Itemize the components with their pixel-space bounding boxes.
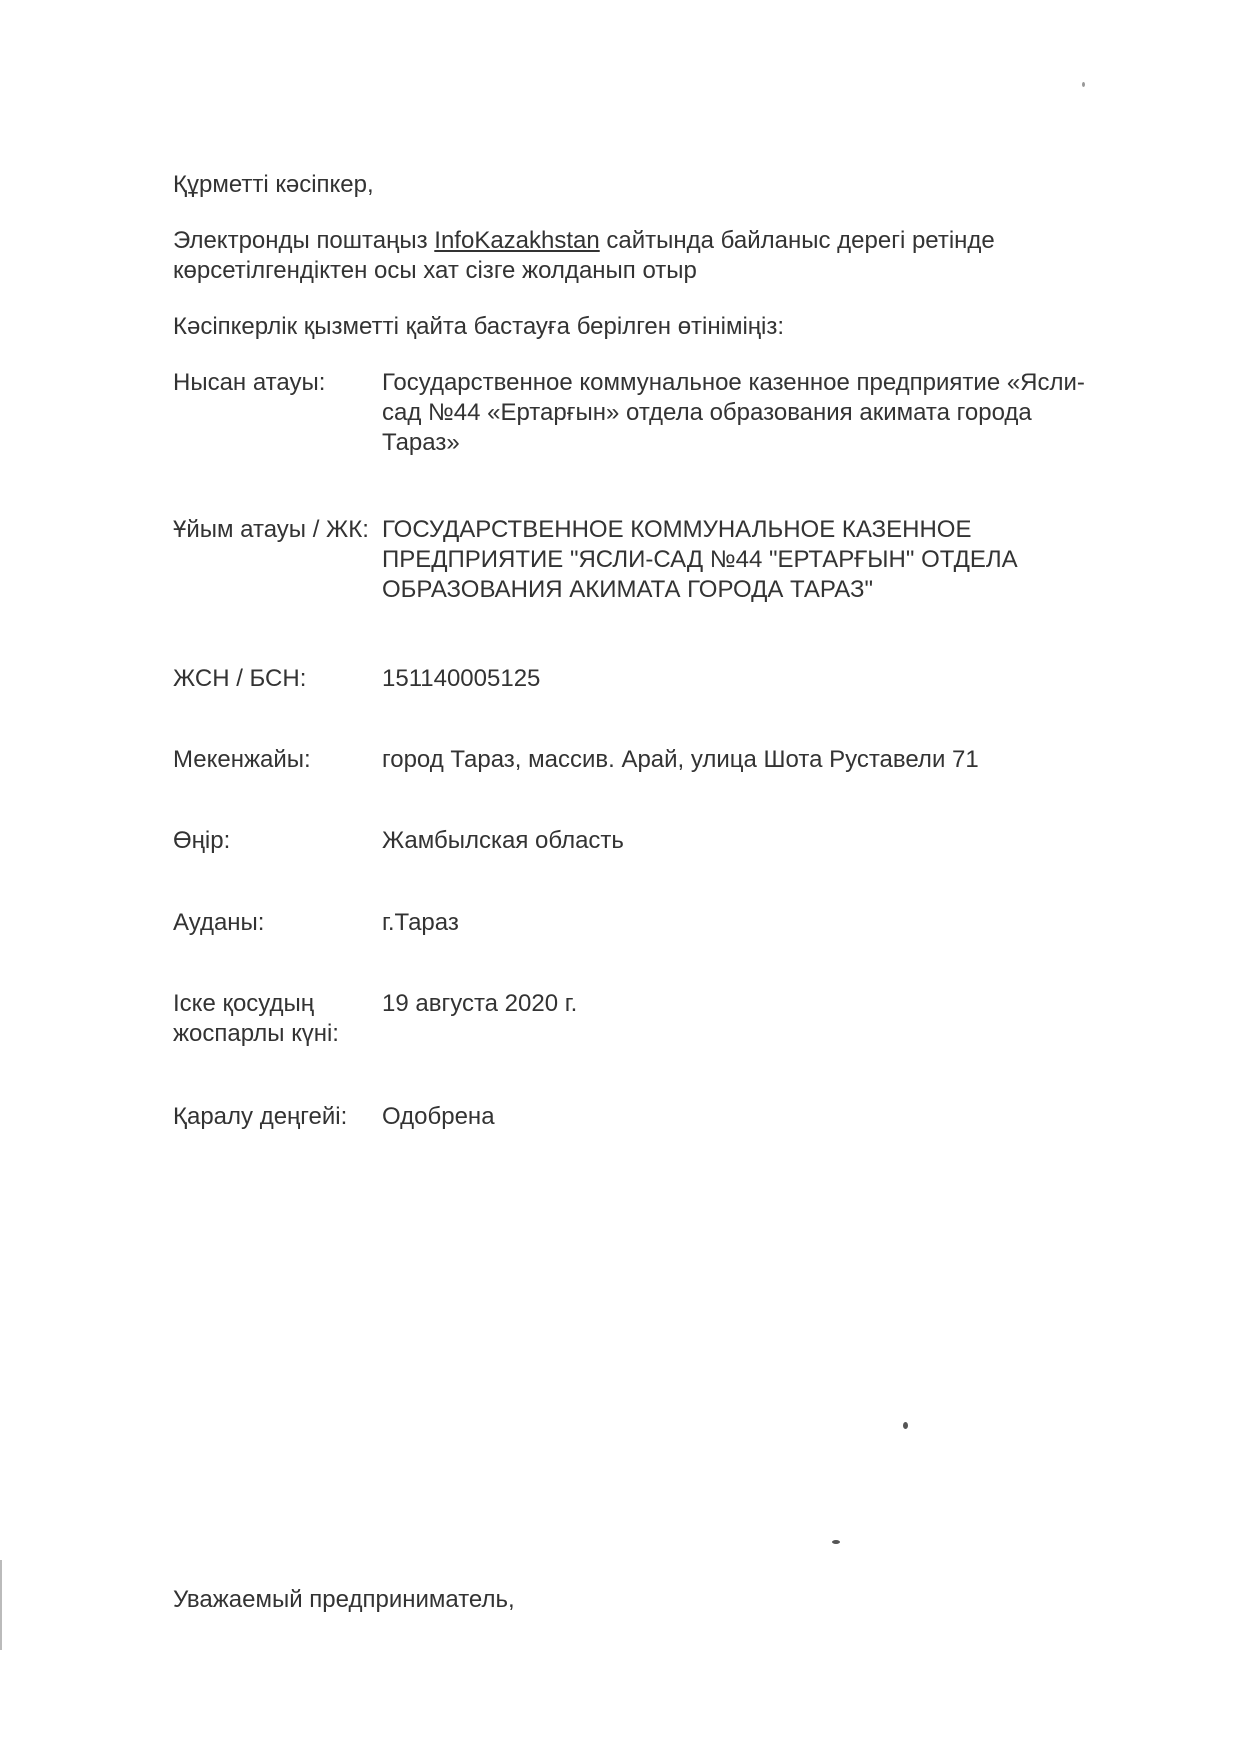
field-label: ЖСН / БСН: (173, 665, 307, 692)
field-label: Мекенжайы: (173, 746, 311, 773)
intro-text-before: Электронды поштаңыз (173, 227, 435, 254)
field-label: Іске қосудың жоспарлы күні: (173, 990, 339, 1047)
field-value: ГОСУДАРСТВЕННОЕ КОММУНАЛЬНОЕ КАЗЕННОЕ ПРЕДПРИЯТИЕ "ЯСЛИ-САД №44 "ЕРТАРҒЫН" ОТДЕЛА ОБРАЗОВАНИЯ АКИМАТА ГОРОДА ТАРАЗ" (382, 516, 1018, 603)
field-value: 151140005125 (382, 665, 541, 692)
field-label: Нысан атауы: (173, 369, 326, 396)
field-label: Ауданы: (173, 909, 265, 936)
greeting: Құрметті кәсіпкер, (173, 171, 374, 198)
closing-greeting: Уважаемый предприниматель, (173, 1586, 515, 1613)
infokazakhstan-link[interactable]: InfoKazakhstan (434, 227, 600, 254)
scan-speck (1082, 82, 1085, 87)
field-label: Қаралу деңгейі: (173, 1103, 348, 1130)
field-value: Государственное коммунальное казенное предприятие «Ясли- сад №44 «Ертарғын» отдела образования акимата города Тараз» (382, 369, 1085, 456)
field-label: Ұйым атауы / ЖК: (173, 516, 369, 543)
scan-speck (903, 1422, 908, 1429)
scan-edge-mark (0, 1560, 2, 1650)
field-value: г.Тараз (382, 909, 459, 936)
intro-text-after: сайтында байланыс дерегі ретінде көрсетілгендіктен осы хат сізге жолданып отыр (173, 227, 995, 284)
intro-paragraph (173, 226, 1133, 286)
application-lead: Кәсіпкерлік қызметті қайта бастауға берілген өтініміңіз: (173, 313, 785, 340)
field-value: 19 августа 2020 г. (382, 990, 578, 1017)
scan-speck (832, 1540, 840, 1544)
field-label: Өңір: (173, 827, 231, 854)
field-value: Одобрена (382, 1103, 495, 1130)
field-value: Жамбылская область (382, 827, 624, 854)
field-value: город Тараз, массив. Арай, улица Шота Руставели 71 (382, 746, 979, 773)
